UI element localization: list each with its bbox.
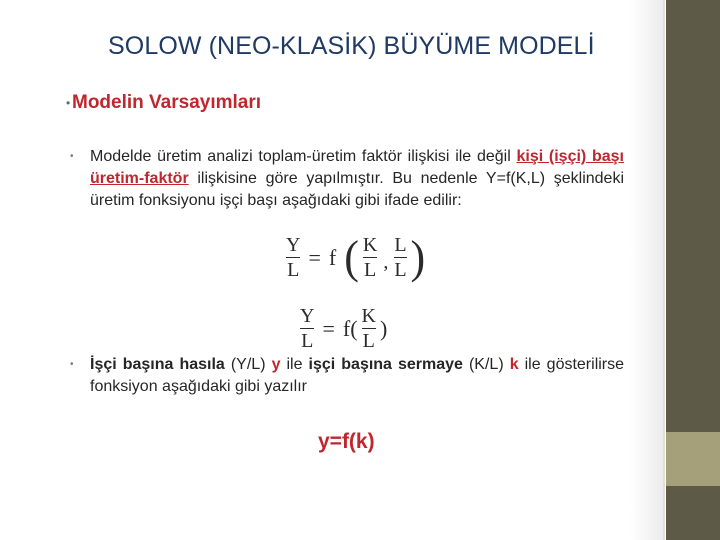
band-fade bbox=[630, 0, 663, 540]
bullet-text bbox=[90, 354, 624, 398]
numerator: K bbox=[362, 234, 378, 256]
fraction-y-over-l bbox=[286, 234, 300, 281]
formula-per-worker-production bbox=[286, 231, 426, 283]
fraction-bar bbox=[300, 328, 314, 329]
section-heading: Modelin Varsayımları bbox=[72, 92, 262, 113]
function-symbol: f( bbox=[342, 315, 358, 341]
result-formula: y=f(k) bbox=[318, 430, 375, 453]
fraction-bar bbox=[394, 257, 406, 258]
text-run: (K/L) bbox=[462, 356, 510, 373]
function-symbol: f bbox=[328, 244, 337, 270]
text-run: ile gösterilirse fonksiyon aşağıdaki gibi yazılır bbox=[90, 356, 625, 395]
comma: , bbox=[383, 251, 389, 273]
fraction-k-over-l bbox=[362, 305, 376, 352]
numerator: Y bbox=[286, 234, 301, 256]
decorative-band-accent bbox=[666, 432, 720, 486]
numerator: L bbox=[394, 234, 407, 256]
denominator: L bbox=[287, 259, 300, 281]
fraction-bar bbox=[363, 257, 377, 258]
equals-sign: = bbox=[308, 244, 321, 270]
heading-marker: • bbox=[66, 96, 71, 110]
denominator: L bbox=[301, 330, 314, 352]
symbol-y: y bbox=[271, 356, 281, 373]
numerator: K bbox=[361, 305, 376, 327]
fraction-bar bbox=[286, 257, 300, 258]
bullet-marker: • bbox=[70, 151, 74, 162]
denominator: L bbox=[363, 259, 377, 281]
text-run: ilişkisine göre yapılmıştır. Bu nedenle Y=f(K,L) şeklindeki üretim fonksiyonu işçi başı aşağıdaki gibi ifade edilir: bbox=[90, 170, 624, 209]
fraction-bar bbox=[362, 328, 376, 329]
symbol-k: k bbox=[509, 356, 519, 373]
denominator: L bbox=[362, 330, 375, 352]
term-output-per-worker: İşçi başına hasıla bbox=[90, 356, 225, 373]
term-capital-per-worker: işçi başına sermaye bbox=[308, 356, 463, 373]
fraction-l-over-l bbox=[394, 234, 406, 281]
text-run: ile bbox=[280, 356, 309, 373]
bullet-text bbox=[90, 146, 624, 212]
equals-sign: = bbox=[322, 315, 335, 341]
text-run: Modelde üretim analizi toplam-üretim faktör ilişkisi ile değil bbox=[90, 148, 517, 165]
bullet-marker: • bbox=[70, 359, 74, 370]
fraction-k-over-l bbox=[363, 234, 377, 281]
fraction-y-over-l bbox=[300, 305, 314, 352]
open-paren: ( bbox=[344, 231, 359, 283]
band-divider bbox=[663, 0, 665, 540]
slide-title: SOLOW (NEO-KLASİK) BÜYÜME MODELİ bbox=[108, 32, 595, 60]
highlight-per-worker: kişi (işçi) başı üretim-faktör bbox=[90, 148, 625, 187]
close-paren: ) bbox=[410, 231, 426, 283]
numerator: Y bbox=[300, 305, 315, 327]
denominator: L bbox=[394, 259, 407, 281]
formula-per-worker-capital bbox=[300, 305, 387, 352]
close-paren: ) bbox=[379, 315, 388, 341]
text-run: (Y/L) bbox=[224, 356, 272, 373]
